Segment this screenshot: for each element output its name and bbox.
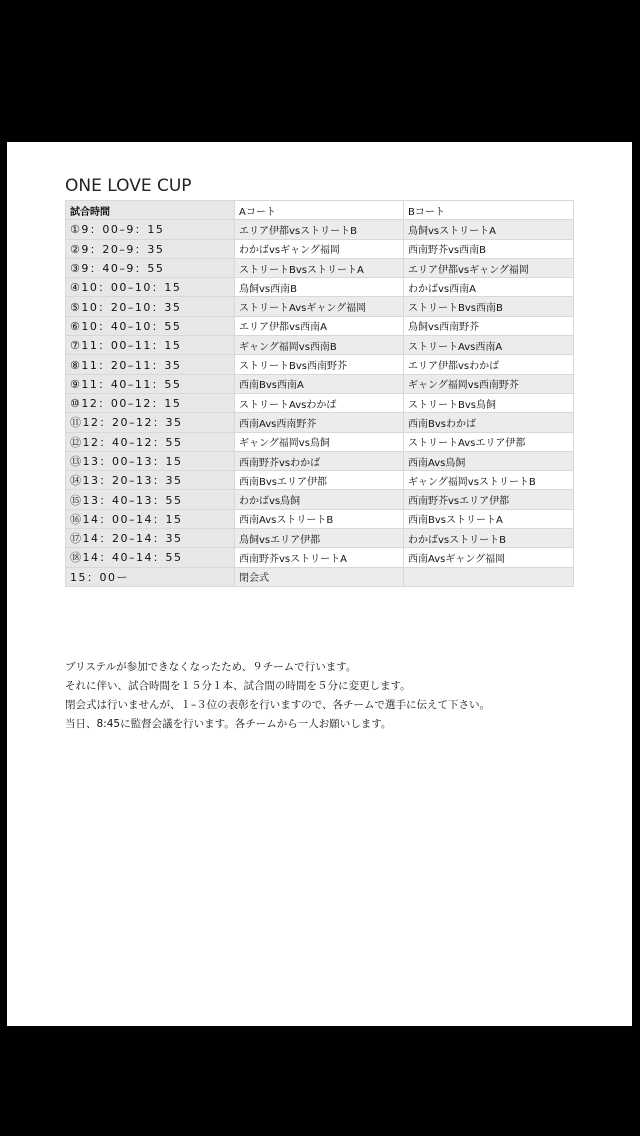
match-time: ⑤10：20–10：35 (66, 297, 235, 316)
table-row (66, 336, 574, 355)
court-a-match: ストリートAvsギャング福岡 (235, 297, 404, 316)
table-row (66, 529, 574, 548)
header-time: 試合時間 (66, 201, 235, 220)
header-court-b: Bコート (404, 201, 574, 220)
table-row (66, 316, 574, 335)
court-b-match: 鳥飼vs西南野芥 (404, 316, 574, 335)
note-line: 閉会式は行いませんが、１–３位の表彰を行いますので、各チームで選手に伝えて下さい。 (65, 699, 491, 711)
court-b-match: 西南野芥vsエリア伊都 (404, 490, 574, 509)
court-a-match: 西南野芥vsわかば (235, 451, 404, 470)
court-b-match: エリア伊都vsわかば (404, 355, 574, 374)
table-row (66, 471, 574, 490)
court-a-match: わかばvsギャング福岡 (235, 239, 404, 258)
court-b-match: ストリートAvsエリア伊都 (404, 432, 574, 451)
match-time: ⑰14：20–14：35 (66, 529, 235, 548)
table-row (66, 432, 574, 451)
match-time: ⑫12：40–12：55 (66, 432, 235, 451)
match-time: 15：00ー (66, 567, 235, 586)
table-row (66, 374, 574, 393)
court-b-match: 西南Bvsわかば (404, 413, 574, 432)
table-row (66, 413, 574, 432)
table-row (66, 567, 574, 586)
table-row (66, 297, 574, 316)
court-a-match: わかばvs鳥飼 (235, 490, 404, 509)
court-b-match: わかばvs西南A (404, 278, 574, 297)
match-time: ①9：00–9：15 (66, 220, 235, 239)
match-time: ⑦11：00–11：15 (66, 336, 235, 355)
table-header-row (66, 201, 574, 220)
match-time: ⑨11：40–11：55 (66, 374, 235, 393)
court-a-match: 西南Bvsエリア伊都 (235, 471, 404, 490)
match-time: ⑬13：00–13：15 (66, 451, 235, 470)
table-row (66, 548, 574, 567)
match-time: ②9：20–9：35 (66, 239, 235, 258)
court-a-match: 西南AvsストリートB (235, 509, 404, 528)
notes (65, 658, 490, 734)
table-row (66, 393, 574, 412)
match-time: ③9：40–9：55 (66, 258, 235, 277)
table-row (66, 278, 574, 297)
court-a-match: ストリートBvsストリートA (235, 258, 404, 277)
court-a-match: ストリートAvsわかば (235, 393, 404, 412)
court-b-match: 西南BvsストリートA (404, 509, 574, 528)
court-a-match: 西南Bvs西南A (235, 374, 404, 393)
court-b-match: 鳥飼vsストリートA (404, 220, 574, 239)
court-b-match: 西南野芥vs西南B (404, 239, 574, 258)
table-row (66, 490, 574, 509)
document-page (7, 142, 632, 1026)
note-line: それに伴い、試合時間を１５分１本、試合間の時間を５分に変更します。 (65, 680, 411, 692)
court-a-match: ギャング福岡vs鳥飼 (235, 432, 404, 451)
table-row (66, 355, 574, 374)
note-line: 当日、8:45に監督会議を行います。各チームから一人お願いします。 (65, 718, 392, 730)
match-time: ⑮13：40–13：55 (66, 490, 235, 509)
court-b-match: 西南Avsギャング福岡 (404, 548, 574, 567)
note-line: ブリステルが参加できなくなったため、９チームで行います。 (65, 661, 357, 673)
court-a-match: 西南野芥vsストリートA (235, 548, 404, 567)
table-row (66, 451, 574, 470)
court-a-match: エリア伊都vs西南A (235, 316, 404, 335)
match-time: ④10：00–10：15 (66, 278, 235, 297)
court-b-match: ギャング福岡vsストリートB (404, 471, 574, 490)
table-row (66, 509, 574, 528)
court-b-match: ストリートBvs鳥飼 (404, 393, 574, 412)
page-title: ONE LOVE CUP (65, 176, 192, 196)
court-b-match: 西南Avs鳥飼 (404, 451, 574, 470)
court-b-match: エリア伊都vsギャング福岡 (404, 258, 574, 277)
court-a-match: 鳥飼vsエリア伊都 (235, 529, 404, 548)
table-row (66, 220, 574, 239)
match-time: ⑧11：20–11：35 (66, 355, 235, 374)
header-court-a: Aコート (235, 201, 404, 220)
table-row (66, 239, 574, 258)
match-time: ⑯14：00–14：15 (66, 509, 235, 528)
schedule-table (65, 200, 574, 587)
court-a-match: 閉会式 (235, 567, 404, 586)
court-b-match: ストリートAvs西南A (404, 336, 574, 355)
match-time: ⑩12：00–12：15 (66, 393, 235, 412)
court-a-match: ギャング福岡vs西南B (235, 336, 404, 355)
match-time: ⑥10：40–10：55 (66, 316, 235, 335)
match-time: ⑪12：20–12：35 (66, 413, 235, 432)
court-a-match: ストリートBvs西南野芥 (235, 355, 404, 374)
court-a-match: 西南Avs西南野芥 (235, 413, 404, 432)
table-row (66, 258, 574, 277)
court-b-match: ギャング福岡vs西南野芥 (404, 374, 574, 393)
match-time: ⑭13：20–13：35 (66, 471, 235, 490)
court-b-match: ストリートBvs西南B (404, 297, 574, 316)
court-a-match: エリア伊都vsストリートB (235, 220, 404, 239)
court-b-match: わかばvsストリートB (404, 529, 574, 548)
court-a-match: 鳥飼vs西南B (235, 278, 404, 297)
match-time: ⑱14：40–14：55 (66, 548, 235, 567)
court-b-match (404, 567, 574, 586)
